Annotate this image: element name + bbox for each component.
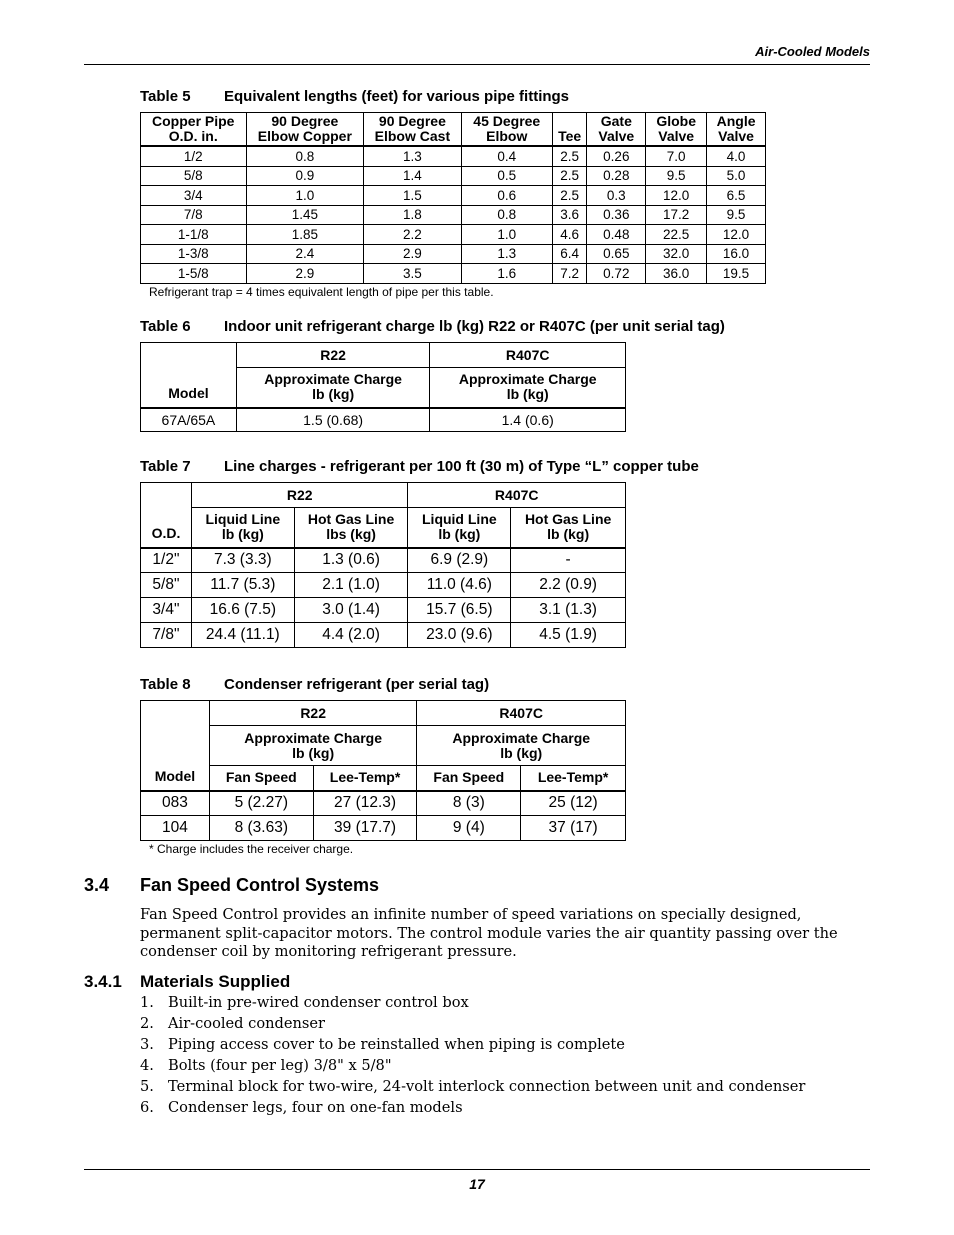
table5-col-header: Tee [552, 113, 586, 147]
table-row [141, 186, 766, 206]
table-cell: 0.5 [461, 166, 552, 186]
table-cell: 1.4 [364, 166, 461, 186]
list-item [140, 1034, 870, 1055]
table-cell: 7.3 (3.3) [191, 548, 294, 573]
table5-col-header: Copper Pipe O.D. in. [141, 113, 247, 147]
table-cell: 32.0 [646, 244, 707, 264]
table-cell: 3/4" [141, 598, 192, 623]
table-cell: 1.0 [461, 225, 552, 245]
section-paragraph: Fan Speed Control provides an infinite number of speed variations on specially designed, permanent split-capacitor motors. The control module varies the air quantity passing over the condenser coil by monitoring refrigerant pressure. [140, 906, 838, 960]
table7-line-charges [140, 482, 626, 648]
table8-column-row [141, 766, 626, 791]
table-cell: 6.4 [552, 244, 586, 264]
table5-col-header: 45 Degree Elbow [461, 113, 552, 147]
table5-caption [140, 88, 569, 105]
table5-header-row [141, 113, 766, 147]
table-cell: 9.5 [646, 166, 707, 186]
list-item-number: 5. [140, 1078, 154, 1095]
table5-number: Table 5 [140, 88, 191, 105]
table-cell: 16.6 (7.5) [191, 598, 294, 623]
table8-col-header: Fan Speed [209, 766, 313, 791]
table8-col-header: Lee-Temp* [313, 766, 417, 791]
table-row [141, 205, 766, 225]
table-cell: 0.28 [587, 166, 646, 186]
list-item-number: 2. [140, 1015, 154, 1032]
table7-caption [140, 458, 699, 475]
table-cell: 1.85 [246, 225, 364, 245]
table-cell: 5/8 [141, 166, 247, 186]
table-row [141, 166, 766, 186]
table5-note: Refrigerant trap = 4 times equivalent length of pipe per this table. [149, 285, 494, 299]
table-cell: 4.0 [707, 146, 766, 166]
table-cell: 5 (2.27) [209, 791, 313, 816]
table-cell: 39 (17.7) [313, 816, 417, 841]
section-heading [84, 875, 379, 896]
table-cell: 104 [141, 816, 210, 841]
list-item [140, 1076, 870, 1097]
table-cell: 1-5/8 [141, 264, 247, 284]
table7-sub-header: Liquid Line lb (kg) [408, 508, 511, 548]
table-cell: 11.7 (5.3) [191, 573, 294, 598]
table-cell: 0.8 [246, 146, 364, 166]
table-cell: 2.1 (1.0) [294, 573, 408, 598]
table-cell: 12.0 [707, 225, 766, 245]
table-cell: 1-1/8 [141, 225, 247, 245]
table-row [141, 264, 766, 284]
table-cell: 0.72 [587, 264, 646, 284]
table-cell: 9.5 [707, 205, 766, 225]
table-cell: 1/2" [141, 548, 192, 573]
table-cell: 2.2 (0.9) [511, 573, 626, 598]
table-cell: 1.3 [461, 244, 552, 264]
table-cell: 1.8 [364, 205, 461, 225]
table-cell: 1.5 [364, 186, 461, 206]
table8-caption [140, 676, 489, 693]
table-cell: 4.6 [552, 225, 586, 245]
table8-number: Table 8 [140, 676, 191, 693]
table8-model-header: Model [141, 701, 210, 791]
table-cell: 3.5 [364, 264, 461, 284]
table-cell: 37 (17) [521, 816, 626, 841]
table6-title: Indoor unit refrigerant charge lb (kg) R22 or R407C (per unit serial tag) [224, 318, 725, 335]
table-cell: 2.5 [552, 186, 586, 206]
table-cell: 19.5 [707, 264, 766, 284]
table-row [141, 408, 626, 432]
table5-col-header: 90 Degree Elbow Copper [246, 113, 364, 147]
section-title: Fan Speed Control Systems [140, 875, 380, 895]
list-item-text: Terminal block for two-wire, 24-volt interlock connection between unit and condenser [168, 1078, 806, 1095]
list-item-text: Condenser legs, four on one-fan models [168, 1099, 463, 1116]
table-cell: 4.4 (2.0) [294, 623, 408, 648]
table-cell: 2.4 [246, 244, 364, 264]
table8-group-r407c: R407C [417, 701, 626, 726]
table-cell: 2.5 [552, 166, 586, 186]
table-row [141, 244, 766, 264]
table-cell: 1-3/8 [141, 244, 247, 264]
table-cell: 15.7 (6.5) [408, 598, 511, 623]
table-row [141, 548, 626, 573]
table-cell: 25 (12) [521, 791, 626, 816]
table7-title: Line charges - refrigerant per 100 ft (30 m) of Type “L” copper tube [224, 458, 699, 475]
table-cell: 6.9 (2.9) [408, 548, 511, 573]
table-cell: 17.2 [646, 205, 707, 225]
table6-sub-r22: Approximate Charge lb (kg) [236, 368, 430, 408]
table-cell: 27 (12.3) [313, 791, 417, 816]
table5-col-header: Globe Valve [646, 113, 707, 147]
list-item [140, 1097, 870, 1118]
table-cell: 36.0 [646, 264, 707, 284]
list-item-text: Piping access cover to be reinstalled when piping is complete [168, 1036, 625, 1053]
list-item-number: 3. [140, 1036, 154, 1053]
table-cell: 1.3 (0.6) [294, 548, 408, 573]
table-cell: 0.65 [587, 244, 646, 264]
table5-col-header: Angle Valve [707, 113, 766, 147]
table-cell: 24.4 (11.1) [191, 623, 294, 648]
table6-group-r407c: R407C [430, 343, 626, 368]
table8-sub-r22: Approximate Charge lb (kg) [209, 726, 417, 766]
footer-rule [84, 1169, 870, 1170]
table-cell: - [511, 548, 626, 573]
list-item-number: 4. [140, 1057, 154, 1074]
table-cell: 0.6 [461, 186, 552, 206]
table8-group-r22: R22 [209, 701, 417, 726]
table8-condenser-charge [140, 700, 626, 841]
table-row [141, 573, 626, 598]
subsection-title: Materials Supplied [140, 972, 291, 991]
header-rule [84, 64, 870, 65]
table-cell: 16.0 [707, 244, 766, 264]
table-cell: 6.5 [707, 186, 766, 206]
list-item-text: Bolts (four per leg) 3/8" x 5/8" [168, 1057, 392, 1074]
table-cell: 8 (3.63) [209, 816, 313, 841]
subsection-number: 3.4.1 [84, 972, 122, 991]
table-cell: 3.1 (1.3) [511, 598, 626, 623]
table-cell: 1.3 [364, 146, 461, 166]
table-row [141, 598, 626, 623]
table5-col-header: Gate Valve [587, 113, 646, 147]
table-cell: 1.4 (0.6) [430, 408, 626, 432]
table-cell: 0.36 [587, 205, 646, 225]
table7-sub-header: Liquid Line lb (kg) [191, 508, 294, 548]
table7-number: Table 7 [140, 458, 191, 475]
table-cell: 8 (3) [417, 791, 521, 816]
table-cell: 1.45 [246, 205, 364, 225]
table-row [141, 791, 626, 816]
table8-sub-r407c: Approximate Charge lb (kg) [417, 726, 626, 766]
list-item-text: Built-in pre-wired condenser control box [168, 994, 469, 1011]
table-cell: 1.5 (0.68) [236, 408, 430, 432]
table-cell: 2.5 [552, 146, 586, 166]
table7-sub-header: Hot Gas Line lb (kg) [511, 508, 626, 548]
table-cell: 7/8 [141, 205, 247, 225]
table-cell: 0.48 [587, 225, 646, 245]
table-cell: 22.5 [646, 225, 707, 245]
table-cell: 4.5 (1.9) [511, 623, 626, 648]
list-item [140, 1055, 870, 1076]
table-cell: 12.0 [646, 186, 707, 206]
table-cell: 23.0 (9.6) [408, 623, 511, 648]
table-cell: 3/4 [141, 186, 247, 206]
table-cell: 9 (4) [417, 816, 521, 841]
table-cell: 0.26 [587, 146, 646, 166]
table6-caption [140, 318, 725, 335]
table5-col-header: 90 Degree Elbow Cast [364, 113, 461, 147]
table-cell: 5.0 [707, 166, 766, 186]
section-number: 3.4 [84, 875, 110, 895]
list-item-text: Air-cooled condenser [168, 1015, 325, 1032]
table-cell: 0.3 [587, 186, 646, 206]
table-row [141, 146, 766, 166]
table6-model-header: Model [141, 343, 237, 408]
table-cell: 3.6 [552, 205, 586, 225]
table-cell: 7.2 [552, 264, 586, 284]
table6-number: Table 6 [140, 318, 191, 335]
table5-fittings [140, 112, 766, 284]
table7-group-r407c: R407C [408, 483, 626, 508]
table8-note: * Charge includes the receiver charge. [149, 842, 354, 856]
table6-group-r22: R22 [236, 343, 430, 368]
materials-list [140, 992, 870, 1118]
table7-sub-header: Hot Gas Line lbs (kg) [294, 508, 408, 548]
table-cell: 0.4 [461, 146, 552, 166]
table7-group-r22: R22 [191, 483, 408, 508]
table6-indoor-charge [140, 342, 626, 432]
list-item [140, 992, 870, 1013]
table-cell: 1.0 [246, 186, 364, 206]
list-item-number: 6. [140, 1099, 154, 1116]
running-header: Air-Cooled Models [755, 44, 870, 59]
table-cell: 1.6 [461, 264, 552, 284]
table5-title: Equivalent lengths (feet) for various pipe fittings [224, 88, 570, 105]
table7-subheader-row [141, 508, 626, 548]
table-row [141, 816, 626, 841]
table-cell: 2.2 [364, 225, 461, 245]
page-number: 17 [469, 1176, 485, 1192]
table-cell: 5/8" [141, 573, 192, 598]
table-cell: 2.9 [246, 264, 364, 284]
table7-od-header: O.D. [141, 483, 192, 548]
table8-col-header: Lee-Temp* [521, 766, 626, 791]
list-item-number: 1. [140, 994, 154, 1011]
table-cell: 7/8" [141, 623, 192, 648]
table-cell: 7.0 [646, 146, 707, 166]
table-cell: 2.9 [364, 244, 461, 264]
table-cell: 11.0 (4.6) [408, 573, 511, 598]
table6-sub-r407c: Approximate Charge lb (kg) [430, 368, 626, 408]
subsection-heading [84, 972, 290, 992]
list-item [140, 1013, 870, 1034]
table8-title: Condenser refrigerant (per serial tag) [224, 676, 490, 693]
table-cell: 0.9 [246, 166, 364, 186]
table-row [141, 623, 626, 648]
table-cell: 083 [141, 791, 210, 816]
table8-col-header: Fan Speed [417, 766, 521, 791]
table-cell: 0.8 [461, 205, 552, 225]
table-cell: 3.0 (1.4) [294, 598, 408, 623]
table-cell: 67A/65A [141, 408, 237, 432]
table-cell: 1/2 [141, 146, 247, 166]
table-row [141, 225, 766, 245]
